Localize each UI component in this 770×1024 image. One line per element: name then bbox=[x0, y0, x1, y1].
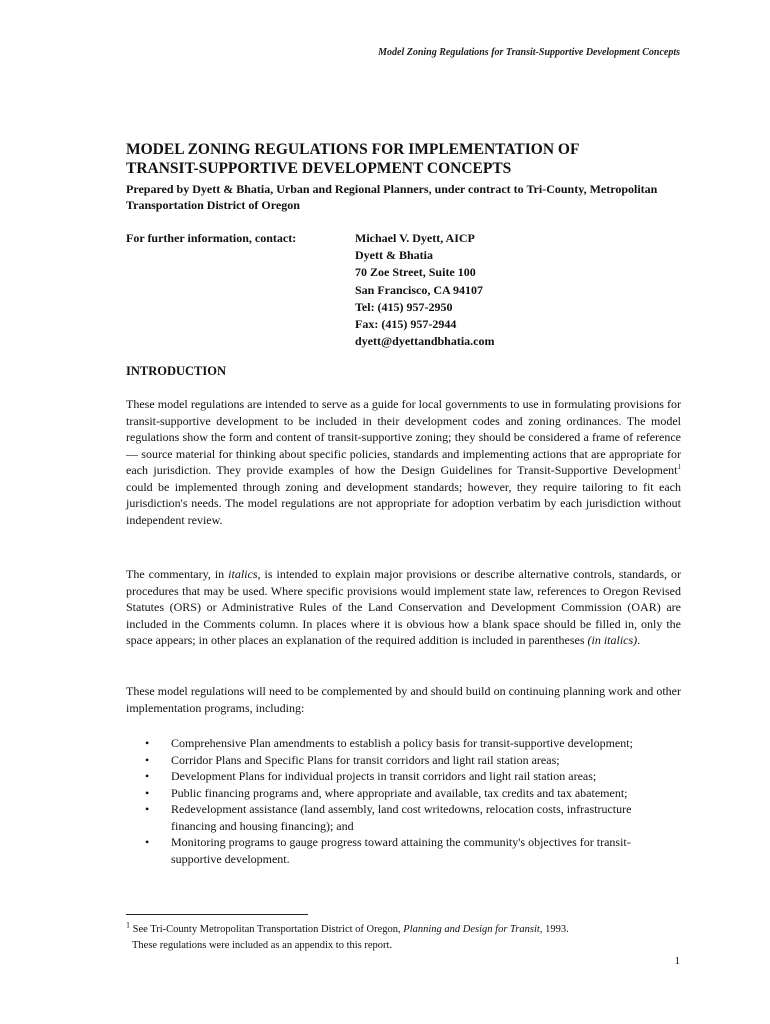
contact-name: Michael V. Dyett, AICP bbox=[355, 231, 475, 245]
page-number: 1 bbox=[674, 955, 680, 967]
footnote bbox=[126, 922, 686, 954]
list-item-text: Monitoring programs to gauge progress toward attaining the community's objectives for transit-supportive development. bbox=[171, 835, 631, 866]
para1-text-a: These model regulations are intended to serve as a guide for local governments to use in formulating provisions for transit-supportive development to be included in their development codes and zoning ordinances. The model regulations show the form and content of transit-supportive zoning; they should be considered a frame of reference — source material for thinking about specific policies, standards and implementing actions that are appropriate for each jurisdiction. They provide examples of how the Design Guidelines for Transit-Supportive Development bbox=[126, 397, 681, 477]
intro-paragraph-3: These model regulations will need to be complemented by and should build on continuing planning work and other implementation programs, including: bbox=[126, 684, 681, 715]
bullet-icon: • bbox=[145, 785, 150, 800]
bullet-icon: • bbox=[145, 835, 150, 849]
footnote-number: 1 bbox=[126, 920, 130, 930]
list-item bbox=[145, 834, 665, 867]
contact-fax: Fax: (415) 957-2944 bbox=[355, 317, 457, 332]
list-item bbox=[145, 785, 665, 802]
bullet-icon: • bbox=[145, 736, 150, 750]
list-item-text: Comprehensive Plan amendments to establish a policy basis for transit-supportive development; bbox=[171, 736, 633, 750]
list-item bbox=[145, 752, 665, 769]
para2-text-a: The commentary, in bbox=[126, 567, 229, 581]
running-header: Model Zoning Regulations for Transit-Supportive Development Concepts bbox=[378, 47, 680, 58]
title-line-1: MODEL ZONING REGULATIONS FOR IMPLEMENTATION OF bbox=[126, 141, 580, 158]
contact-city: San Francisco, CA 94107 bbox=[355, 282, 484, 297]
contact-company: Dyett & Bhatia bbox=[355, 248, 433, 263]
implementation-programs-list bbox=[145, 735, 665, 867]
para2-italic-b: (in italics) bbox=[587, 633, 638, 647]
footnote-text-b: , 1993. bbox=[539, 924, 569, 935]
section-heading-introduction: INTRODUCTION bbox=[126, 364, 227, 378]
bullet-icon: • bbox=[145, 769, 150, 783]
document-title bbox=[126, 140, 686, 178]
para2-text-b: , is intended to explain major provisions or describe alternative controls, standards, or procedures that may be used. Where specific provisions would implement state law, references to Oregon Revised Statutes (ORS) or Administrative Rules of the Land Conservation and Development Commission (OAR) are included in the Comments column. In places where it is obvious how a blank space should be filled in, only the space appears; in other places an explanation of the required addition is included in parentheses bbox=[126, 567, 682, 647]
list-item-text: Public financing programs and, where appropriate and available, tax credits and tax abatement; bbox=[171, 785, 628, 800]
footnote-text-a: See Tri-County Metropolitan Transportation District of Oregon, bbox=[130, 924, 404, 935]
footnote-title: Planning and Design for Transit bbox=[403, 924, 540, 935]
list-item bbox=[145, 768, 665, 785]
contact-tel: Tel: (415) 957-2950 bbox=[355, 299, 453, 314]
para1-text-b: could be implemented through zoning and development standards; however, they require tailoring to fit each jurisdiction's needs. The model regulations are not appropriate for adoption verbatim by each jurisdiction without independent review. bbox=[126, 479, 681, 527]
contact-details bbox=[355, 230, 495, 350]
title-line-2: TRANSIT-SUPPORTIVE DEVELOPMENT CONCEPTS bbox=[126, 160, 512, 177]
bullet-icon: • bbox=[145, 802, 150, 816]
footnote-line-2: These regulations were included as an appendix to this report. bbox=[132, 940, 393, 951]
list-item-text: Development Plans for individual projects in transit corridors and light rail station areas; bbox=[171, 769, 597, 783]
footnote-ref: 1 bbox=[677, 463, 681, 471]
para2-italic-a: italics bbox=[228, 567, 258, 581]
contact-street: 70 Zoe Street, Suite 100 bbox=[355, 265, 476, 280]
contact-email[interactable]: dyett@dyettandbhatia.com bbox=[355, 334, 495, 349]
intro-paragraph-2 bbox=[126, 566, 681, 649]
intro-paragraph-1 bbox=[126, 396, 681, 528]
prepared-by: Prepared by Dyett & Bhatia, Urban and Regional Planners, under contract to Tri-County, Metropolitan Transportation District of Oregon bbox=[126, 182, 658, 212]
title-block bbox=[126, 140, 686, 213]
footnote-divider bbox=[126, 914, 308, 915]
list-item bbox=[145, 801, 665, 834]
list-item bbox=[145, 735, 665, 752]
list-item-text: Redevelopment assistance (land assembly, land cost writedowns, relocation costs, infrastructure financing and housing financing); and bbox=[171, 802, 632, 833]
contact-label: For further information, contact: bbox=[126, 231, 297, 245]
list-item-text: Corridor Plans and Specific Plans for transit corridors and light rail station areas; bbox=[171, 752, 560, 767]
bullet-icon: • bbox=[145, 752, 150, 767]
para2-text-c: . bbox=[637, 633, 641, 647]
